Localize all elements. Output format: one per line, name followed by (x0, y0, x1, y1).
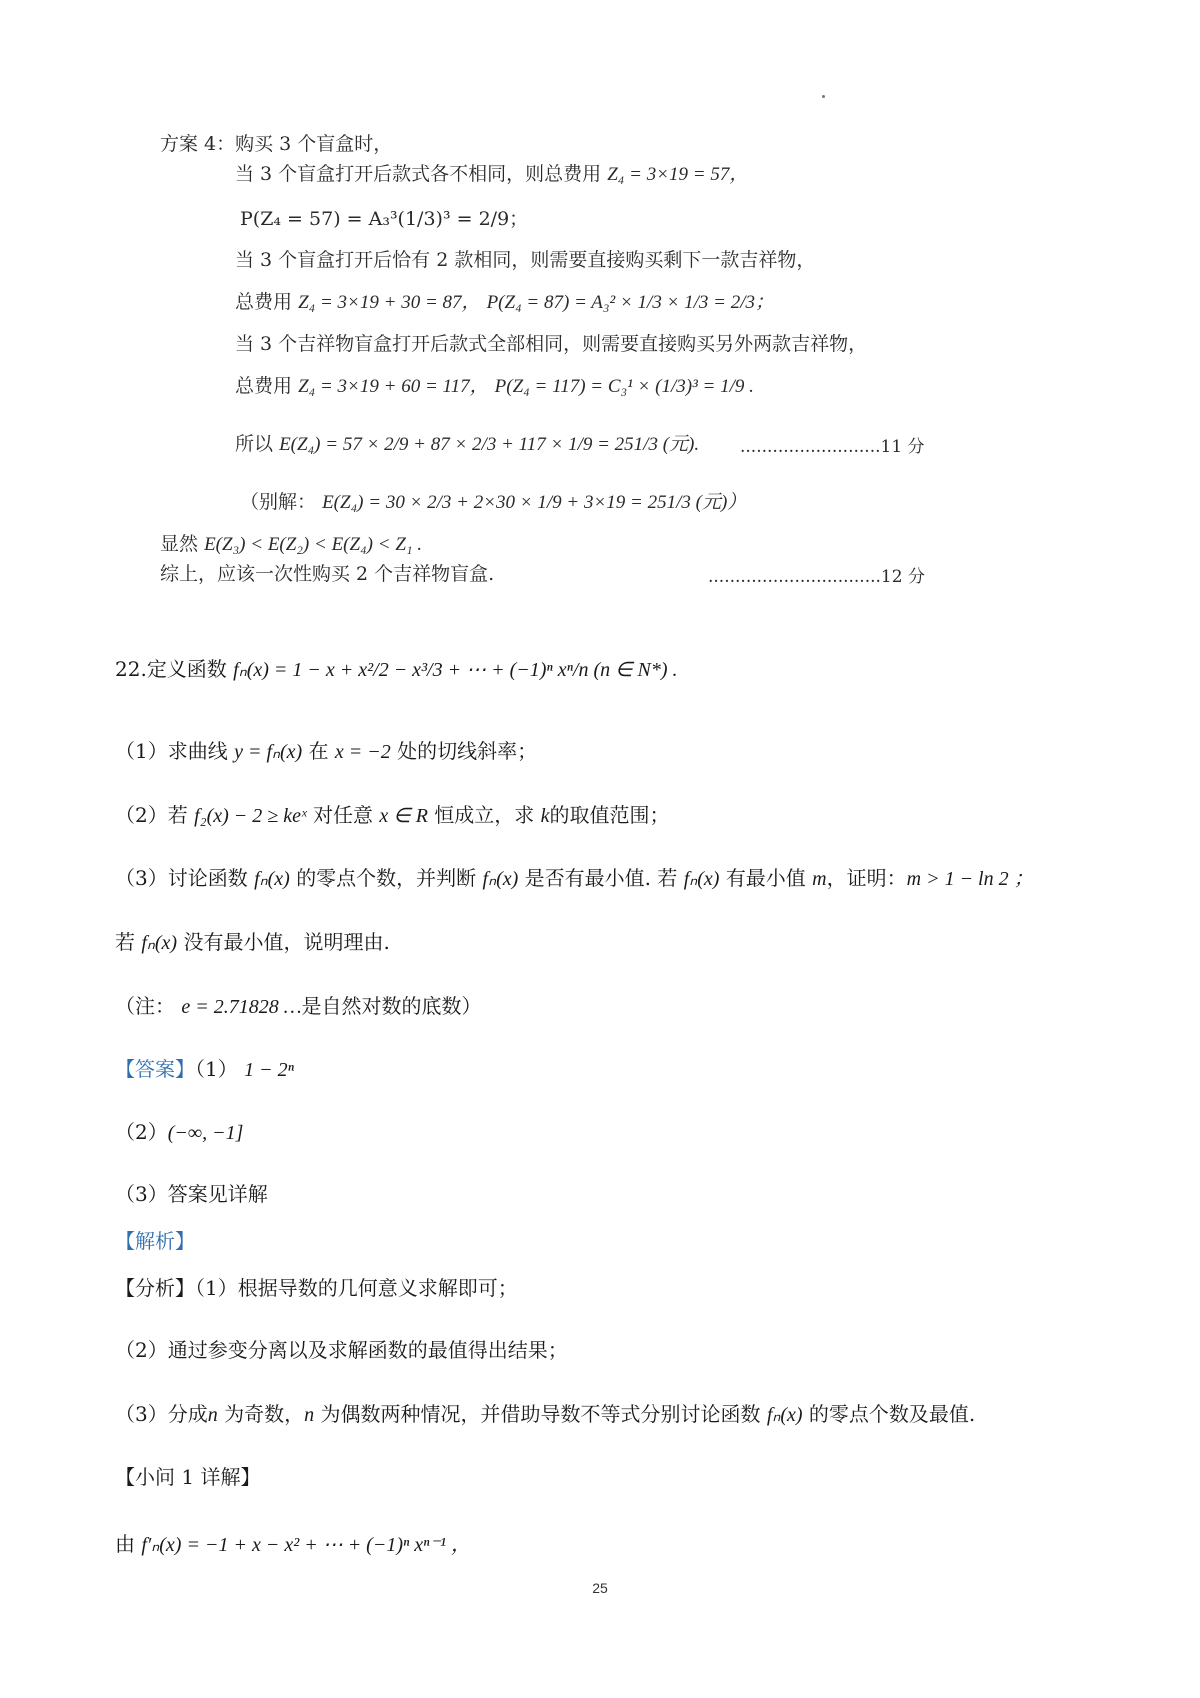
cost-117-expr: Z₄ = 3×19 + 60 = 117， (298, 376, 489, 397)
q2-k: k (540, 805, 550, 827)
detail-line (115, 1530, 471, 1559)
cost-87-expr: Z₄ = 3×19 + 30 = 87， (298, 292, 481, 313)
q1-curve: y = fₙ(x) (234, 741, 303, 763)
a1-expr: 1 − 2ⁿ (244, 1059, 294, 1081)
note-expr: e = 2.71828 … (181, 996, 302, 1018)
q1-text-b: 在 (308, 739, 329, 763)
page-number: 25 (592, 1580, 608, 1596)
fenxi-1 (115, 1274, 518, 1302)
answer-3 (115, 1180, 268, 1208)
prob-117: P(Z₄ = 117) = C₃¹ × (1/3)³ = 1/9 . (494, 376, 754, 397)
score-11: ..........................11 分 (740, 437, 925, 457)
prob-87: P(Z₄ = 87) = A₃² × 1/3 × 1/3 = 2/3； (486, 292, 775, 313)
cost-117-line (235, 372, 754, 401)
p3-label: （3） (115, 1402, 168, 1426)
obvious-expr: E(Z₃) < E(Z₂) < E(Z₄) < Z₁ . (204, 534, 422, 555)
p3-text-c: 为偶数两种情况，并借助导数不等式分别讨论函数 (320, 1402, 761, 1426)
fenxi-2 (115, 1336, 568, 1364)
q2-inequality: f₂(x) − 2 ≥ keˣ (194, 805, 307, 827)
a1-label: （1） (195, 1057, 238, 1081)
note-a: （注： (115, 994, 175, 1018)
question-2 (115, 801, 670, 830)
fenxi-3 (115, 1400, 975, 1429)
q2-text-b: 对任意 (313, 803, 374, 827)
expectation-prefix: 所以 (235, 433, 274, 455)
cost-87-line (235, 288, 774, 317)
q3-m: m (812, 868, 827, 890)
answer-1 (115, 1055, 294, 1084)
question-1 (115, 737, 537, 766)
q3-f1: fₙ(x) (254, 868, 290, 890)
case-two-same: 当 3 个盲盒打开后恰有 2 款相同，则需要直接购买剩下一款吉祥物， (235, 249, 816, 271)
scan-artifact-dot (822, 95, 825, 98)
q2-label: （2） (115, 803, 168, 827)
q3-label: （3） (115, 866, 168, 890)
alternative-solution (240, 488, 746, 517)
obvious-prefix: 显然 (160, 533, 199, 555)
q3-text-e: ，证明： (826, 866, 907, 890)
q3-f2: fₙ(x) (482, 868, 519, 890)
case-all-different-text: 当 3 个盲盒打开后款式各不相同，则总费用 (235, 163, 602, 185)
case-all-same: 当 3 个吉祥物盲盒打开后款式全部相同，则需要直接购买另外两款吉祥物， (235, 333, 868, 355)
p2-label: （2） (115, 1338, 168, 1362)
p3-n1: n (207, 1404, 218, 1426)
note (115, 992, 482, 1021)
analysis-tag: 【解析】 (115, 1229, 195, 1253)
p3-text-b: 为奇数， (224, 1402, 305, 1426)
note-b: 是自然对数的底数） (301, 994, 482, 1018)
q2-text-a: 若 (167, 803, 188, 827)
q3-f3: fₙ(x) (683, 868, 720, 890)
fenxi-tag: 【分析】 (115, 1276, 195, 1300)
p2-text: 通过参变分离以及求解函数的最值得出结果； (167, 1338, 568, 1362)
p3-text-a: 分成 (167, 1402, 208, 1426)
q1-text-a: 求曲线 (167, 739, 228, 763)
q3-text-a: 讨论函数 (167, 866, 248, 890)
problem-intro: 定义函数 (146, 657, 227, 681)
p1-text: 根据导数的几何意义求解即可； (237, 1276, 518, 1300)
alternative-expr: E(Z₄) = 30 × 2/3 + 2×30 × 1/9 + 3×19 = 251/3 (元)） (322, 492, 747, 513)
conclusion: 综上，应该一次性购买 2 个吉祥物盲盒. (160, 563, 495, 585)
q3-inequality: m > 1 − ln 2 ； (906, 868, 1034, 890)
cost-117-prefix: 总费用 (235, 375, 293, 397)
q3-line2-a: 若 (115, 930, 135, 954)
p3-text-d: 的零点个数及最值. (808, 1402, 976, 1426)
a3-label: （3） (115, 1182, 168, 1206)
q2-text-c: 恒成立，求 (434, 803, 535, 827)
case-all-different-expr: Z₄ = 3×19 = 57， (607, 164, 749, 185)
q1-point: x = −2 (334, 741, 391, 763)
expectation-line (235, 430, 699, 459)
a2-expr: (−∞, −1] (167, 1122, 244, 1144)
p3-f: fₙ(x) (766, 1404, 803, 1426)
answer-2 (115, 1118, 243, 1147)
q3-line2-b: 没有最小值，说明理由. (183, 930, 390, 954)
detail-prefix: 由 (115, 1532, 135, 1556)
function-definition: fₙ(x) = 1 − x + x²/2 − x³/3 + ⋯ + (−1)ⁿ xⁿ/n (n ∈ N*) . (233, 659, 678, 681)
expectation-expr: E(Z₄) = 57 × 2/9 + 87 × 2/3 + 117 × 1/9 = 251/3 (元). (279, 434, 700, 455)
a2-label: （2） (115, 1120, 168, 1144)
prob-57: P(Z₄ = 57) = A₃³(1/3)³ = 2/9； (240, 208, 529, 230)
cost-87-prefix: 总费用 (235, 291, 293, 313)
q3-text-d: 有最小值 (725, 866, 806, 890)
answer-tag: 【答案】 (115, 1057, 195, 1081)
q3-line2-f: fₙ(x) (141, 932, 178, 954)
p3-n2: n (304, 1404, 315, 1426)
obvious-line (160, 530, 422, 559)
case-all-different (235, 160, 748, 189)
a3-text: 答案见详解 (167, 1182, 268, 1206)
p1-label: （1） (195, 1276, 238, 1300)
score-12: ................................12 分 (708, 567, 925, 587)
question-3-line-2 (115, 928, 390, 957)
plan4-heading: 方案 4：购买 3 个盲盒时， (160, 133, 393, 155)
q3-text-c: 是否有最小值. 若 (524, 866, 678, 890)
detail-expr: f′ₙ(x) = −1 + x − x² + ⋯ + (−1)ⁿ xⁿ⁻¹ ， (141, 1534, 472, 1556)
problem-number: 22. (115, 657, 147, 681)
q2-text-d: 的取值范围； (549, 803, 670, 827)
q3-text-b: 的零点个数，并判断 (296, 866, 477, 890)
q2-domain: x ∈ R (379, 805, 428, 827)
alternative-prefix: （别解： (240, 491, 317, 513)
problem-22-statement (115, 655, 678, 684)
detail-tag: 【小问 1 详解】 (115, 1465, 261, 1489)
question-3 (115, 864, 1034, 893)
q1-label: （1） (115, 739, 168, 763)
q1-text-c: 处的切线斜率； (397, 739, 538, 763)
